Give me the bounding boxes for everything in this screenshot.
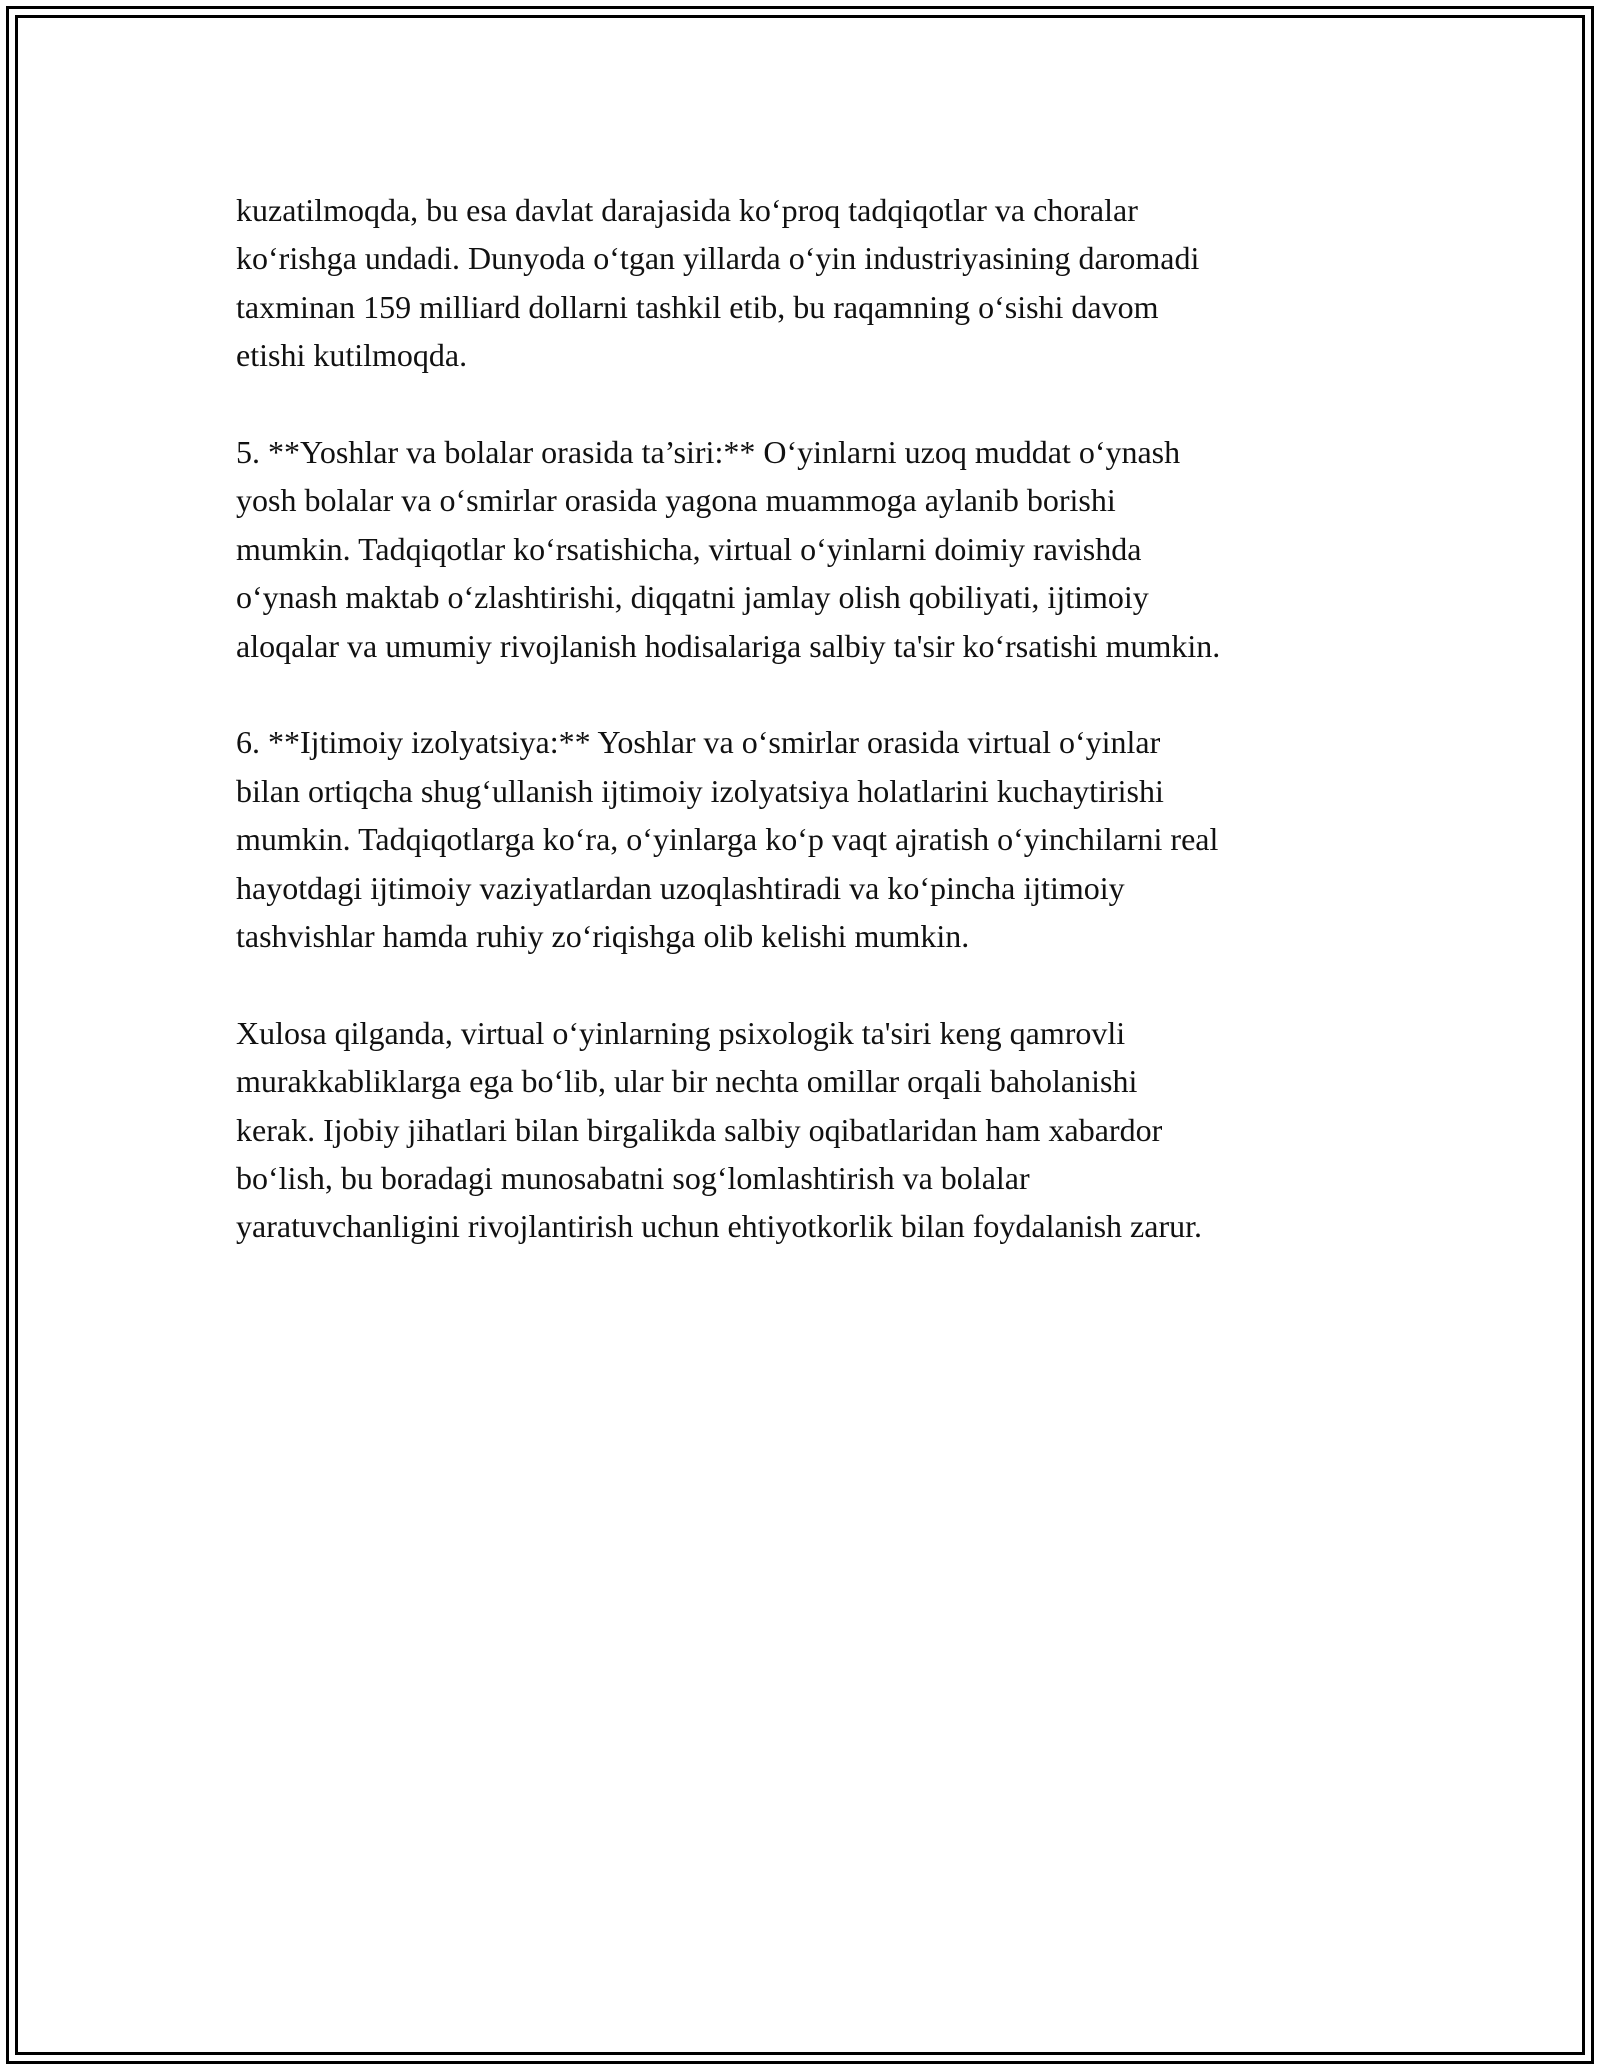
- paragraph-statistics-continuation: kuzatilmoqda, bu esa davlat darajasida ko‘proq tadqiqotlar va choralar ko‘rishga undadi. Dunyoda o‘tgan yillarda o‘yin industriyasining daromadi taxminan 159 milliard dollarni tashkil etib, bu raqamning o‘sishi davom etishi kutilmoqda.: [236, 192, 1200, 374]
- paragraph-youth-impact: 5. **Yoshlar va bolalar orasida ta’siri:** O‘yinlarni uzoq muddat o‘ynash yosh bolalar va o‘smirlar orasida yagona muammoga aylanib borishi mumkin. Tadqiqotlar ko‘rsatishicha, virtual o‘yinlarni doimiy ravishda o‘ynash maktab o‘zlashtirishi, diqqatni jamlay olish qobiliyati, ijtimoiy aloqalar va umumiy rivojlanish hodisalariga salbiy ta'sir ko‘rsatishi mumkin.: [236, 434, 1221, 664]
- paragraph-social-isolation: 6. **Ijtimoiy izolyatsiya:** Yoshlar va o‘smirlar orasida virtual o‘yinlar bilan ortiqcha shug‘ullanish ijtimoiy izolyatsiya holatlarini kuchaytirishi mumkin. Tadqiqotlarga ko‘ra, o‘yinlarga ko‘p vaqt ajratish o‘yinchilarni real hayotdagi ijtimoiy vaziyatlardan uzoqlashtiradi va ko‘pincha ijtimoiy tashvishlar hamda ruhiy zo‘riqishga olib kelishi mumkin.: [236, 724, 1219, 955]
- paragraph-conclusion: Xulosa qilganda, virtual o‘yinlarning psixologik ta'siri keng qamrovli murakkabliklarga ega bo‘lib, ular bir nechta omillar orqali baholanishi kerak. Ijobiy jihatlari bilan birgalikda salbiy oqibatlaridan ham xabardor bo‘lish, bu boradagi munosabatni sog‘lomlashtirish va bolalar yaratuvchanligini rivojlantirish uchun ehtiyotkorlik bilan foydalanish zarur.: [236, 1014, 1202, 1245]
- document-body: [236, 186, 1386, 1299]
